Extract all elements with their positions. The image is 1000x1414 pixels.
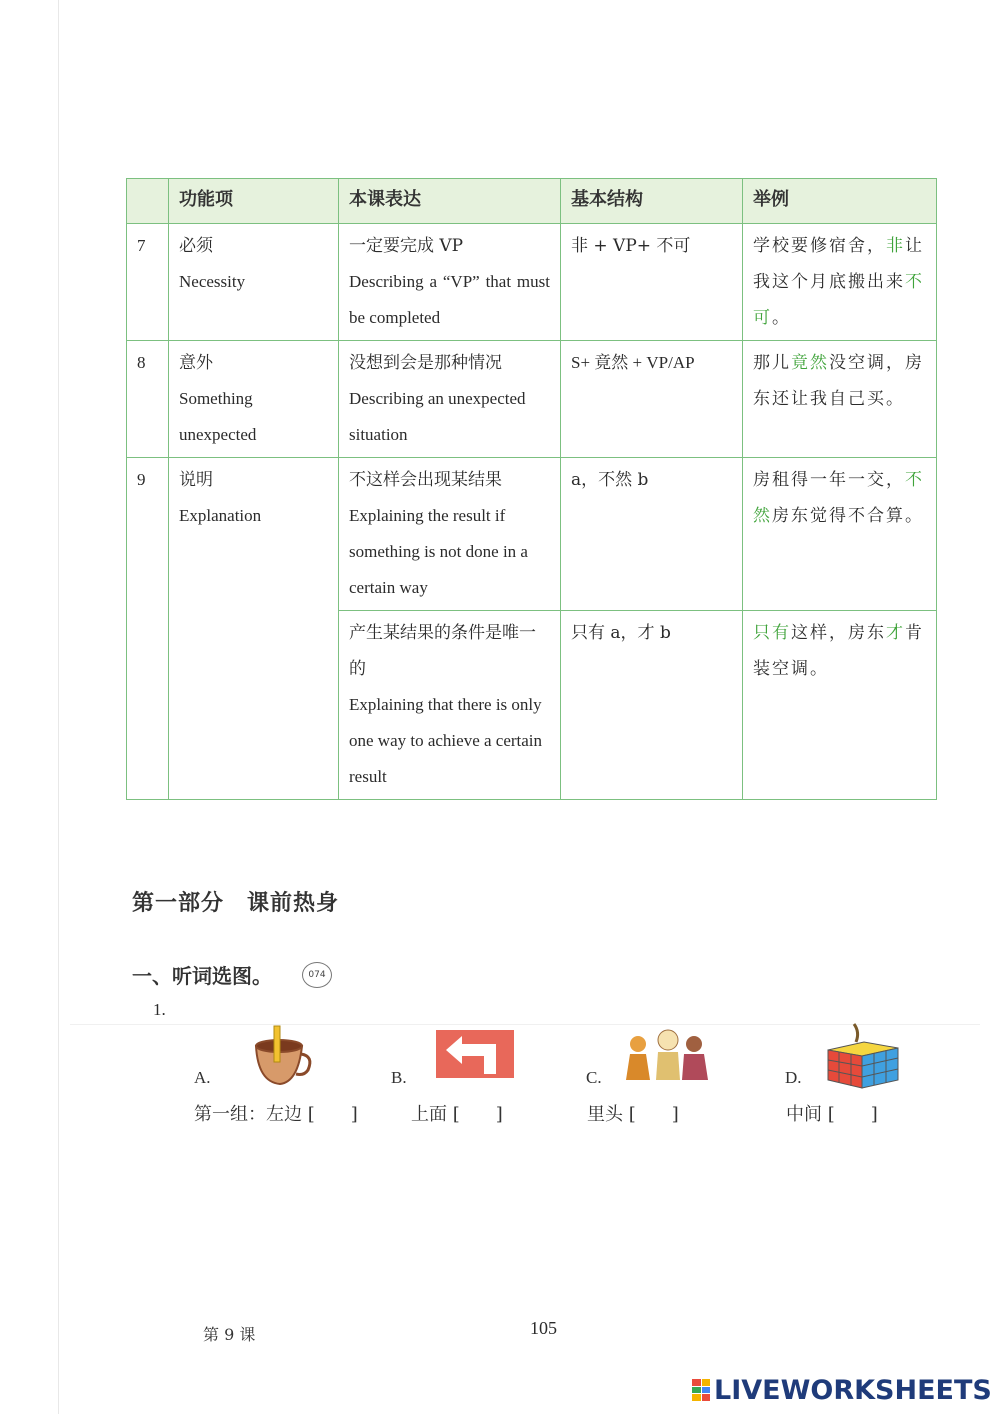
table-row xyxy=(127,341,937,458)
footer-lesson: 第 9 课 xyxy=(203,1325,256,1344)
logo-text: LIVEWORKSHEETS xyxy=(714,1374,992,1406)
example-text: 肯装空调。 xyxy=(753,623,924,679)
expression-en: Explaining that there is only one way to achieve a certain result xyxy=(349,695,543,786)
example-text: 那儿 xyxy=(753,353,791,373)
expression-zh: 不这样会出现某结果 xyxy=(349,470,502,490)
row-number: 8 xyxy=(127,341,169,458)
example-highlight: 不然 xyxy=(753,470,924,526)
function-cell xyxy=(169,458,339,800)
option-d-label: D. xyxy=(785,1068,802,1087)
example-text: 没空调，房东还让我自己买。 xyxy=(753,353,924,409)
logo-icon xyxy=(692,1379,710,1401)
audio-track-icon[interactable]: 074 xyxy=(302,962,332,988)
section-title: 第一部分 课前热身 xyxy=(132,890,340,916)
example-text: 房租得一年一交， xyxy=(753,470,905,490)
cup-picture[interactable] xyxy=(246,1024,316,1088)
table-row xyxy=(127,224,937,341)
answer-top[interactable]: 上面 [ ] xyxy=(411,1104,503,1125)
table-row xyxy=(127,458,937,611)
option-c-label: C. xyxy=(586,1068,602,1087)
example-cell xyxy=(743,611,937,800)
example-text: 房东觉得不合算。 xyxy=(772,506,924,526)
header-function: 功能项 xyxy=(169,179,339,224)
page-edge xyxy=(58,0,59,1414)
structure-cell: 只有 a，才 b xyxy=(561,611,743,800)
example-text: 学校要修宿舍， xyxy=(753,236,886,256)
example-highlight: 只有 xyxy=(753,623,791,643)
example-cell xyxy=(743,458,937,611)
example-text: 让我这个月底搬出来 xyxy=(753,236,924,292)
function-en: Necessity xyxy=(179,272,246,291)
function-table xyxy=(126,178,937,800)
expression-cell xyxy=(339,611,561,800)
function-en: Something unexpected xyxy=(179,389,257,444)
exercise-title: 一、听词选图。 xyxy=(132,964,272,988)
answer-left[interactable]: 第一组：左边 [ ] xyxy=(194,1104,358,1125)
expression-cell xyxy=(339,458,561,611)
header-expression: 本课表达 xyxy=(339,179,561,224)
page-number: 105 xyxy=(530,1318,557,1338)
liveworksheets-logo xyxy=(692,1375,992,1405)
example-highlight: 非 xyxy=(886,236,905,256)
function-zh: 意外 xyxy=(179,353,213,373)
row-number: 7 xyxy=(127,224,169,341)
example-text: 。 xyxy=(772,308,791,328)
row-number: 9 xyxy=(127,458,169,800)
function-cell xyxy=(169,341,339,458)
option-a-label: A. xyxy=(194,1068,211,1087)
example-cell xyxy=(743,224,937,341)
turn-left-arrow-picture[interactable] xyxy=(436,1030,514,1078)
example-cell xyxy=(743,341,937,458)
structure-cell: a，不然 b xyxy=(561,458,743,611)
people-group-picture[interactable] xyxy=(624,1026,710,1082)
function-zh: 必须 xyxy=(179,236,213,256)
expression-en: Describing a “VP” that must be completed xyxy=(349,272,550,327)
header-structure: 基本结构 xyxy=(561,179,743,224)
expression-en: Explaining the result if something is not done in a certain way xyxy=(349,506,528,597)
option-b-label: B. xyxy=(391,1068,407,1087)
expression-en: Describing an unexpected situation xyxy=(349,389,526,444)
question-number: 1. xyxy=(153,1000,166,1019)
answer-middle[interactable]: 中间 [ ] xyxy=(786,1104,878,1125)
function-zh: 说明 xyxy=(179,470,213,490)
function-en: Explanation xyxy=(179,506,262,525)
expression-cell xyxy=(339,341,561,458)
example-highlight: 不可 xyxy=(753,272,924,328)
header-num xyxy=(127,179,169,224)
structure-cell: S+ 竟然 + VP/AP xyxy=(561,341,743,458)
expression-zh: 一定要完成 VP xyxy=(349,236,464,256)
example-highlight: 才 xyxy=(886,623,905,643)
expression-cell xyxy=(339,224,561,341)
expression-zh: 没想到会是那种情况 xyxy=(349,353,502,373)
structure-cell: 非 + VP+ 不可 xyxy=(561,224,743,341)
example-text: 这样，房东 xyxy=(791,623,886,643)
header-example: 举例 xyxy=(743,179,937,224)
function-cell xyxy=(169,224,339,341)
table-header-row xyxy=(127,179,937,224)
example-highlight: 竟然 xyxy=(791,353,829,373)
expression-zh: 产生某结果的条件是唯一的 xyxy=(349,623,536,679)
rubiks-cube-picture[interactable] xyxy=(824,1022,902,1090)
answer-inside[interactable]: 里头 [ ] xyxy=(587,1104,679,1125)
